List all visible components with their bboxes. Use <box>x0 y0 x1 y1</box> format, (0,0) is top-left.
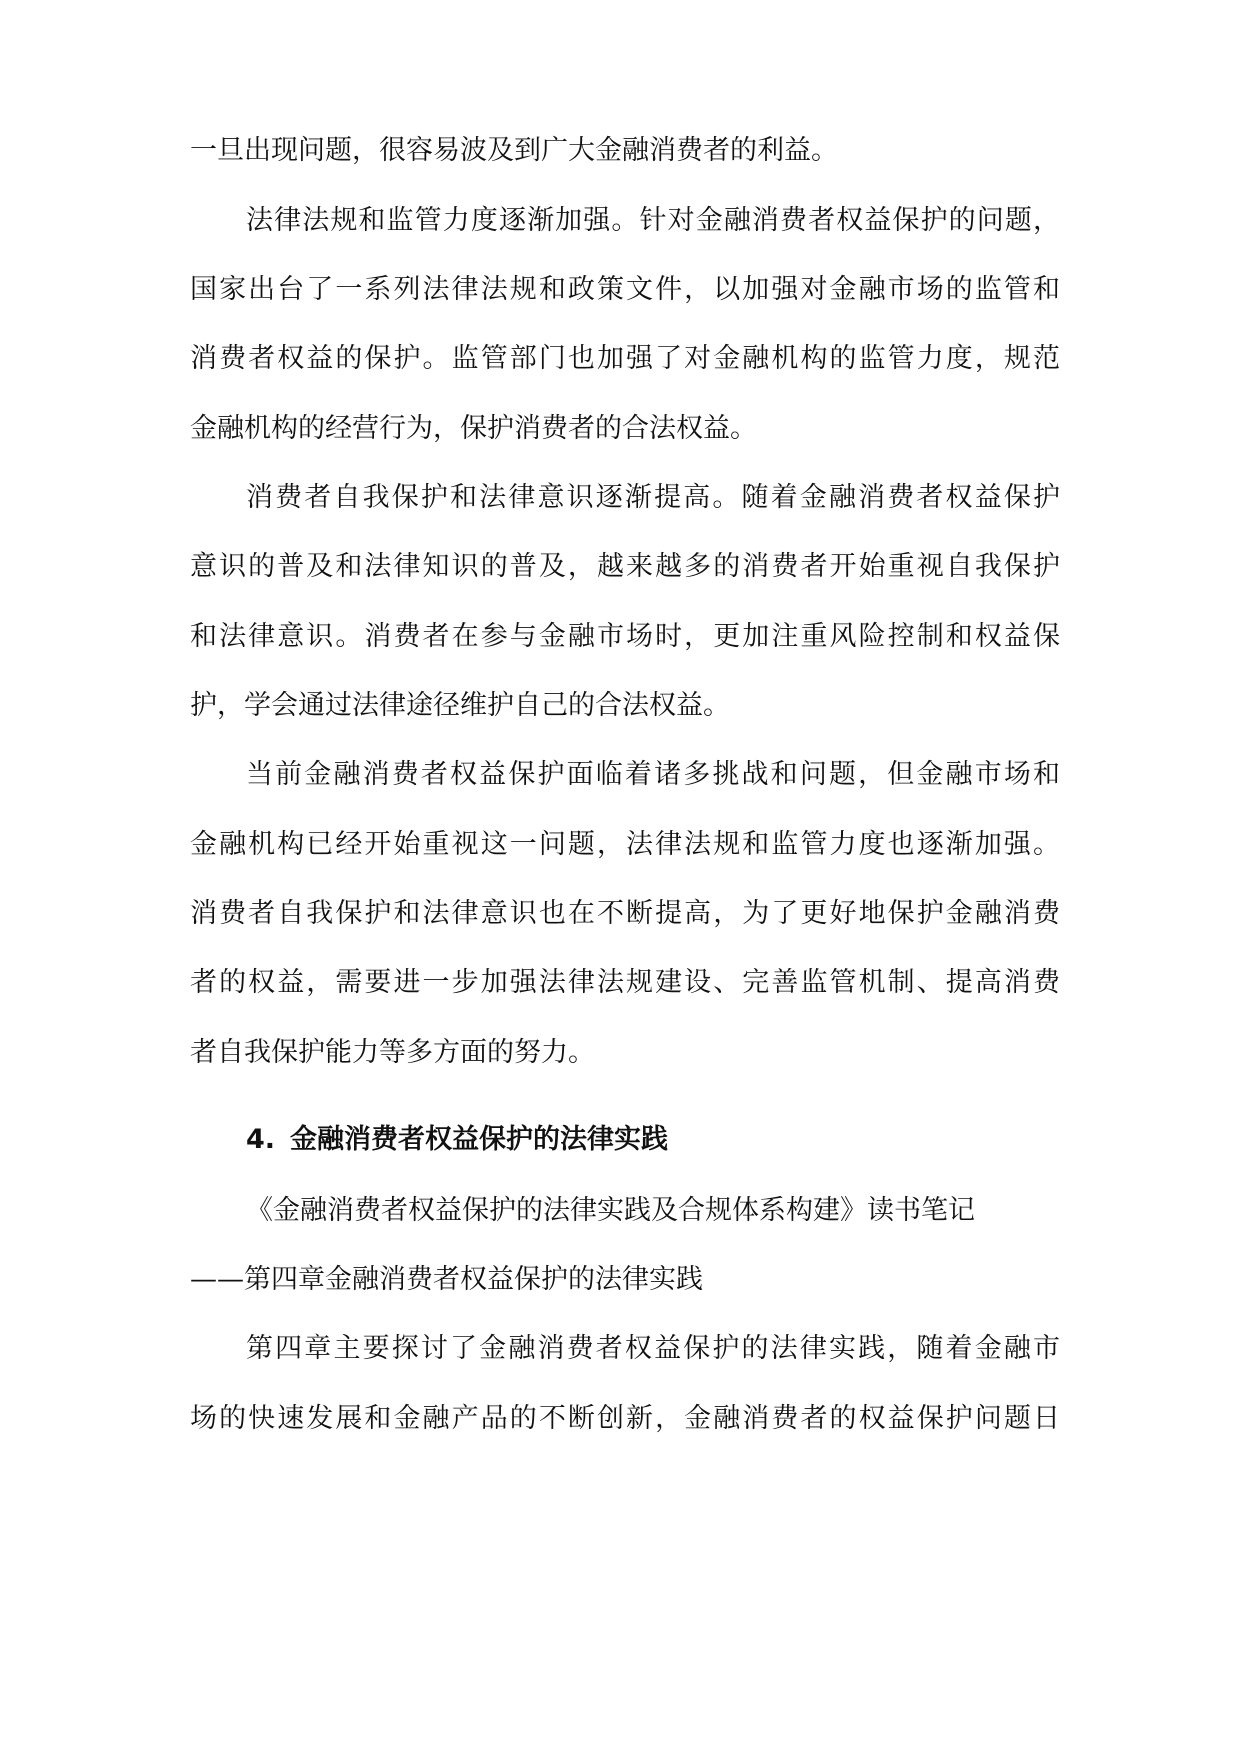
section-heading <box>246 1122 1060 1158</box>
section-title: 金融消费者权益保护的法律实践 <box>290 1124 668 1155</box>
paragraph-line: ——第四章金融消费者权益保护的法律实践 <box>190 1264 703 1295</box>
paragraph-line: 者自我保护能力等多方面的努力。 <box>190 1037 595 1068</box>
paragraph-line: 《金融消费者权益保护的法律实践及合规体系构建》读书笔记 <box>246 1195 975 1226</box>
paragraph-line: 场的快速发展和金融产品的不断创新，金融消费者的权益保护问题日 <box>190 1403 1060 1434</box>
paragraph-line: 国家出台了一系列法律法规和政策文件，以加强对金融市场的监管和 <box>190 274 1060 305</box>
paragraph-line: 消费者自我保护和法律意识逐渐提高。随着金融消费者权益保护 <box>246 482 1060 513</box>
paragraph-line: 和法律意识。消费者在参与金融市场时，更加注重风险控制和权益保 <box>190 621 1060 652</box>
paragraph-line: 金融机构的经营行为，保护消费者的合法权益。 <box>190 413 757 444</box>
paragraph-line: 当前金融消费者权益保护面临着诸多挑战和问题，但金融市场和 <box>246 759 1060 790</box>
paragraph-line: 第四章主要探讨了金融消费者权益保护的法律实践，随着金融市 <box>246 1333 1060 1364</box>
section-number: 4. <box>246 1124 276 1155</box>
paragraph-line: 消费者自我保护和法律意识也在不断提高，为了更好地保护金融消费 <box>190 898 1060 929</box>
paragraph-line: 一旦出现问题，很容易波及到广大金融消费者的利益。 <box>190 135 838 166</box>
paragraph-line: 消费者权益的保护。监管部门也加强了对金融机构的监管力度，规范 <box>190 343 1060 374</box>
paragraph-line: 护，学会通过法律途径维护自己的合法权益。 <box>190 690 730 721</box>
paragraph-line: 法律法规和监管力度逐渐加强。针对金融消费者权益保护的问题， <box>246 205 1060 236</box>
paragraph-line: 意识的普及和法律知识的普及，越来越多的消费者开始重视自我保护 <box>190 551 1060 582</box>
paragraph-line: 金融机构已经开始重视这一问题，法律法规和监管力度也逐渐加强。 <box>190 829 1060 860</box>
paragraph-line: 者的权益，需要进一步加强法律法规建设、完善监管机制、提高消费 <box>190 967 1060 998</box>
